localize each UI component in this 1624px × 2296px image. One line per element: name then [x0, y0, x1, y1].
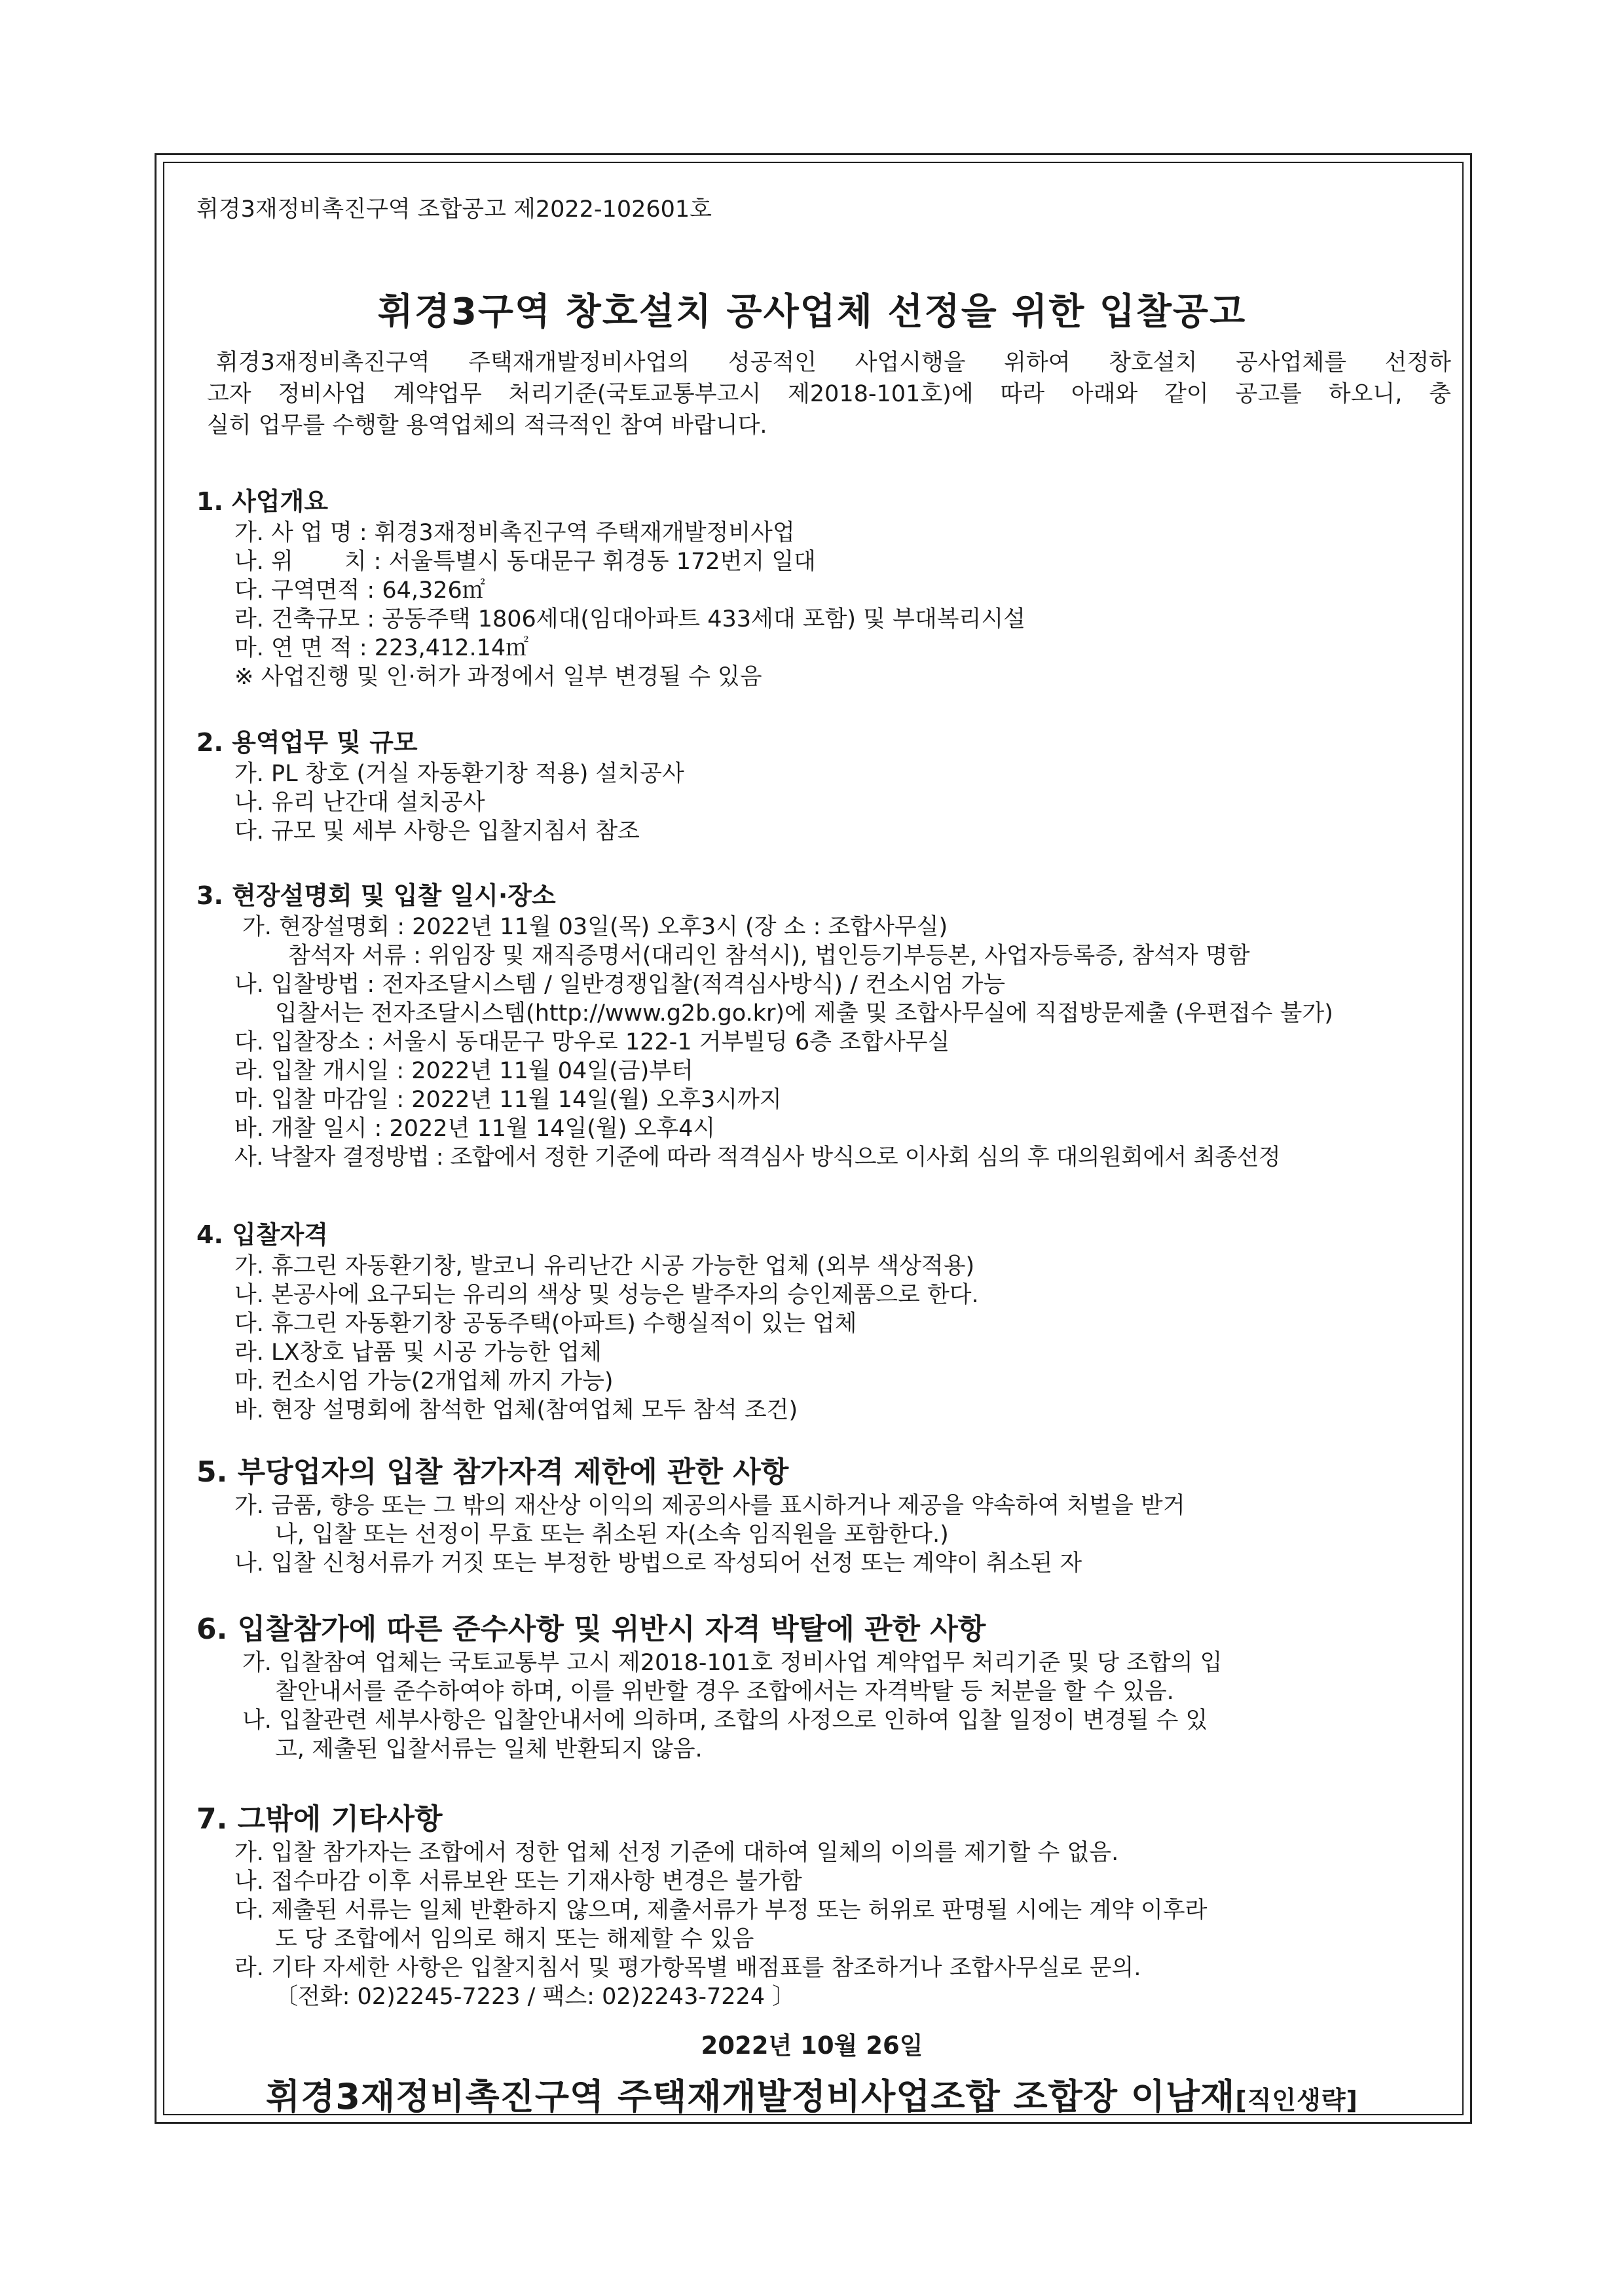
section-line: 다. 구역면적 : 64,326㎡: [234, 577, 485, 604]
section-line: 가. 입찰 참가자는 조합에서 정한 업체 선정 기준에 대하여 일체의 이의를 제기할 수 없음.: [234, 1840, 1119, 1866]
section-note: ※ 사업진행 및 인·허가 과정에서 일부 변경될 수 있음: [234, 664, 762, 690]
section-line: 다. 입찰장소 : 서울시 동대문구 망우로 122-1 거부빌딩 6층 조합사무실: [234, 1029, 950, 1055]
section-title: 5. 부당업자의 입찰 참가자격 제한에 관한 사항: [196, 1455, 789, 1489]
section-line: 마. 연 면 적 : 223,412.14㎡: [234, 635, 529, 661]
section-service-scope: [196, 725, 1460, 846]
signature-text: 휘경3재정비촉진구역 주택재개발정비사업조합 조합장 이남재: [266, 2076, 1236, 2117]
intro-line: 고자 정비사업 계약업무 처리기준(국토교통부고시 제2018-101호)에 따라 아래와 같이 공고를 하오니, 충: [207, 381, 1451, 407]
section-participation-restriction: [196, 1453, 1460, 1578]
section-line: 나. 입찰방법 : 전자조달시스템 / 일반경쟁입찰(적격심사방식) / 컨소시엄 가능: [234, 972, 1006, 998]
section-line: 나. 입찰 신청서류가 거짓 또는 부정한 방법으로 작성되어 선정 또는 계약이 취소된 자: [234, 1550, 1082, 1576]
intro-line: 휘경3재정비촉진구역 주택재개발정비사업의 성공적인 사업시행을 위하여 창호설치 공사업체를 선정하: [216, 350, 1451, 376]
section-title: 7. 그밖에 기타사항: [196, 1802, 443, 1836]
section-line: 찰안내서를 준수하여야 하며, 이를 위반할 경우 조합에서는 자격박탈 등 처분을 할 수 있음.: [275, 1679, 1174, 1705]
section-line: 마. 입찰 마감일 : 2022년 11월 14일(월) 오후3시까지: [234, 1087, 782, 1113]
section-line: 나, 입찰 또는 선정이 무효 또는 취소된 자(소속 임직원을 포함한다.): [275, 1522, 949, 1548]
section-title: 4. 입찰자격: [196, 1220, 328, 1249]
section-other-matters: [196, 1800, 1460, 2011]
section-line: 나. 본공사에 요구되는 유리의 색상 및 성능은 발주자의 승인제품으로 한다.: [234, 1282, 979, 1308]
section-line: 다. 휴그린 자동환기창 공동주택(아파트) 수행실적이 있는 업체: [234, 1311, 857, 1337]
section-line: 나. 입찰관련 세부사항은 입찰안내서에 의하며, 조합의 사정으로 인하여 입찰 일정이 변경될 수 있: [242, 1707, 1208, 1734]
section-line: 나. 유리 난간대 설치공사: [234, 790, 485, 816]
section-line: 다. 규모 및 세부 사항은 입찰지침서 참조: [234, 818, 640, 845]
section-line: 가. 휴그린 자동환기창, 발코니 유리난간 시공 가능한 업체 (외부 색상적용): [234, 1253, 975, 1279]
section-bid-schedule: [196, 879, 1460, 1172]
signature-line: [0, 2069, 1624, 2119]
section-line: 라. 건축규모 : 공동주택 1806세대(임대아파트 433세대 포함) 및 부대복리시설: [234, 606, 1025, 632]
section-title: 3. 현장설명회 및 입찰 일시·장소: [196, 881, 556, 910]
section-line: 도 당 조합에서 임의로 해지 또는 해제할 수 있음: [275, 1926, 754, 1952]
section-line: 사. 낙찰자 결정방법 : 조합에서 정한 기준에 따라 적격심사 방식으로 이사회 심의 후 대의원회에서 최종선정: [234, 1144, 1281, 1171]
section-line: 가. 금품, 향응 또는 그 밖의 재산상 이익의 제공의사를 표시하거나 제공을 약속하여 처벌을 받거: [234, 1493, 1185, 1519]
section-line: 가. 현장설명회 : 2022년 11월 03일(목) 오후3시 (장 소 : 조합사무실): [242, 914, 948, 940]
section-line: 라. 기타 자세한 사항은 입찰지침서 및 평가항목별 배점표를 참조하거나 조합사무실로 문의.: [234, 1955, 1141, 1981]
intro-paragraph: [207, 347, 1451, 441]
section-line: 나. 위 치 : 서울특별시 동대문구 휘경동 172번지 일대: [234, 549, 816, 575]
intro-line: 실히 업무를 수행할 용역업체의 적극적인 참여 바랍니다.: [207, 412, 767, 439]
section-title: 1. 사업개요: [196, 487, 328, 516]
section-business-overview: [196, 484, 1460, 691]
section-line: 라. LX창호 납품 및 시공 가능한 업체: [234, 1339, 602, 1366]
section-line: 참석자 서류 : 위임장 및 재직증명서(대리인 참석시), 법인등기부등본, 사업자등록증, 참석자 명함: [288, 943, 1250, 969]
section-line: 입찰서는 전자조달시스템(http://www.g2b.go.kr)에 제출 및 조합사무실에 직접방문제출 (우편접수 불가): [275, 1000, 1333, 1027]
section-line: 고, 제출된 입찰서류는 일체 반환되지 않음.: [275, 1736, 703, 1762]
section-line: 가. 사 업 명 : 휘경3재정비촉진구역 주택재개발정비사업: [234, 520, 795, 546]
section-bid-qualification: [196, 1218, 1460, 1425]
section-compliance: [196, 1611, 1460, 1764]
contact-info: 〔전화: 02)2245-7223 / 팩스: 02)2243-7224 〕: [275, 1984, 796, 2010]
section-line: 마. 컨소시엄 가능(2개업체 까지 가능): [234, 1368, 614, 1394]
section-line: 다. 제출된 서류는 일체 반환하지 않으며, 제출서류가 부정 또는 허위로 판명될 시에는 계약 이후라: [234, 1897, 1208, 1923]
section-line: 라. 입찰 개시일 : 2022년 11월 04일(금)부터: [234, 1058, 693, 1084]
section-title: 2. 용역업무 및 규모: [196, 728, 418, 757]
section-line: 가. PL 창호 (거실 자동환기창 적용) 설치공사: [234, 761, 684, 787]
seal-omitted-note: [직인생략]: [1235, 2086, 1358, 2115]
notice-number: 휘경3재정비촉진구역 조합공고 제2022-102601호: [196, 196, 712, 223]
section-line: 바. 현장 설명회에 참석한 업체(참여업체 모두 참석 조건): [234, 1397, 798, 1423]
section-title: 6. 입찰참가에 따른 준수사항 및 위반시 자격 박탈에 관한 사항: [196, 1613, 986, 1646]
notice-date: 2022년 10월 26일: [701, 2032, 923, 2060]
section-line: 바. 개찰 일시 : 2022년 11월 14일(월) 오후4시: [234, 1116, 716, 1142]
section-line: 나. 접수마감 이후 서류보완 또는 기재사항 변경은 불가함: [234, 1868, 802, 1895]
section-line: 가. 입찰참여 업체는 국토교통부 고시 제2018-101호 정비사업 계약업무 처리기준 및 당 조합의 입: [242, 1650, 1223, 1676]
document-title: 휘경3구역 창호설치 공사업체 선정을 위한 입찰공고: [377, 291, 1247, 333]
